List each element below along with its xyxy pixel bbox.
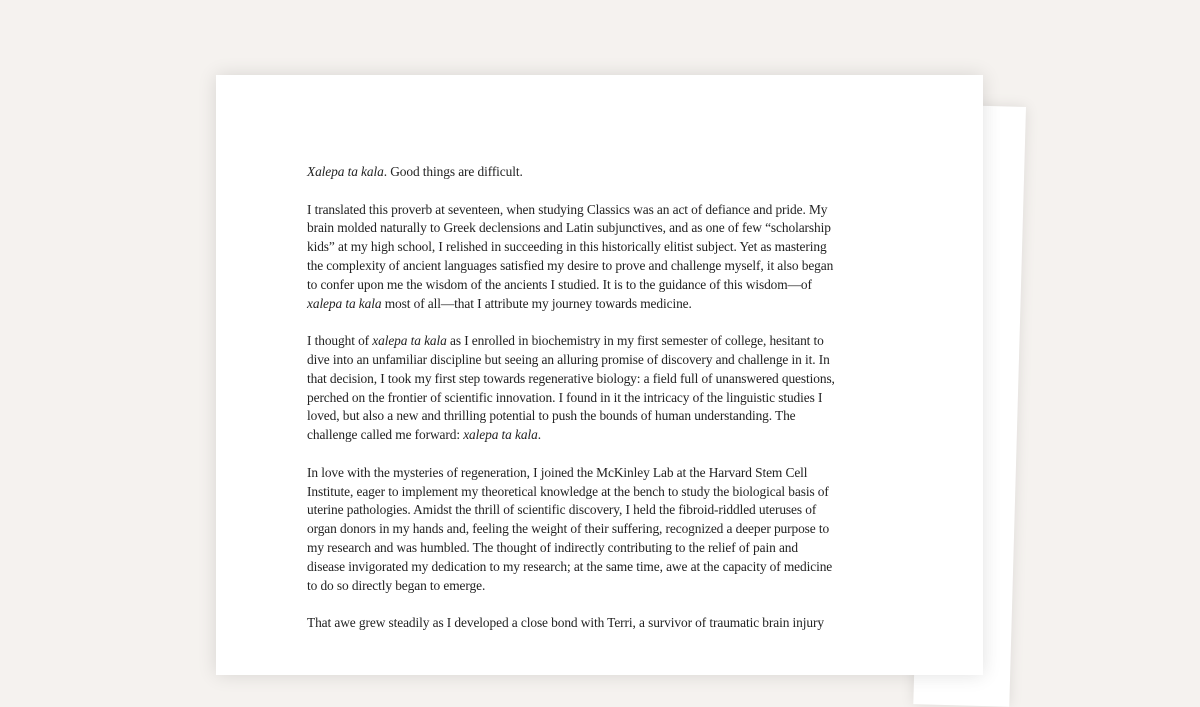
text-run: uterine pathologies. Amidst the thrill of scientific discovery, I held the fibroid-riddled uteruses of: [307, 502, 817, 518]
text-line: [307, 426, 907, 445]
text-line: [307, 483, 907, 502]
text-line: [307, 351, 907, 370]
text-run: I translated this proverb at seventeen, when studying Classics was an act of defiance and pride. My: [307, 201, 828, 217]
text-run: dive into an unfamiliar discipline but seeing an alluring promise of discovery and challenge in it. In: [307, 351, 830, 367]
text-run: . Good things are difficult.: [383, 164, 523, 179]
text-run: the complexity of ancient languages satisfied my desire to prove and challenge myself, it also began: [307, 257, 834, 273]
text-run: .: [537, 427, 541, 443]
text-line: [307, 370, 907, 389]
front-paper-sheet: [216, 75, 983, 675]
text-line: [307, 389, 907, 408]
text-run: challenge called me forward:: [307, 427, 464, 443]
text-line: [307, 501, 907, 520]
essay-paragraph: [307, 464, 907, 596]
text-line: [307, 558, 907, 577]
text-line: [307, 295, 907, 314]
text-run: I thought of: [307, 333, 373, 349]
essay-paragraph: [307, 201, 907, 314]
text-run: disease invigorated my dedication to my research; at the same time, awe at the capacity of medicine: [307, 558, 833, 574]
essay-paragraph: [307, 332, 907, 445]
text-line: [307, 520, 907, 539]
text-line: [307, 407, 907, 426]
text-line: [307, 238, 907, 257]
text-line: [307, 464, 907, 483]
text-run: organ donors in my hands and, feeling the weight of their suffering, recognized a deeper purpose to: [307, 521, 830, 537]
text-run: brain molded naturally to Greek declensions and Latin subjunctives, and as one of few “scholarship: [307, 220, 831, 236]
italic-phrase: xalepa ta kala: [463, 427, 538, 443]
text-run: Institute, eager to implement my theoretical knowledge at the bench to study the biological basis of: [307, 483, 829, 499]
text-line: [307, 163, 907, 182]
text-line: [307, 332, 907, 351]
text-line: [307, 201, 907, 220]
text-run: to do so directly began to emerge.: [307, 577, 486, 593]
text-run: In love with the mysteries of regeneration, I joined the McKinley Lab at the Harvard Stem Cell: [307, 464, 808, 480]
text-run: to confer upon me the wisdom of the ancients I studied. It is to the guidance of this wisdom—of: [307, 276, 812, 292]
italic-phrase: xalepa ta kala: [307, 295, 382, 311]
text-line: [307, 276, 907, 295]
essay-paragraph: [307, 163, 907, 182]
text-run: most of all—that I attribute my journey towards medicine.: [381, 295, 692, 311]
text-run: That awe grew steadily as I developed a close bond with Terri, a survivor of traumatic brain injury: [307, 615, 824, 631]
text-run: as I enrolled in biochemistry in my first semester of college, hesitant to: [446, 333, 824, 349]
text-line: [307, 539, 907, 558]
italic-phrase: xalepa ta kala: [372, 333, 447, 349]
italic-phrase: Xalepa ta kala: [307, 164, 384, 179]
text-line: [307, 577, 907, 596]
text-run: that decision, I took my first step towards regenerative biology: a field full of unanswered questions,: [307, 370, 835, 386]
text-run: perched on the frontier of scientific innovation. I found in it the intricacy of the linguistic studies I: [307, 389, 823, 405]
essay-body: [307, 163, 907, 652]
text-line: [307, 219, 907, 238]
text-run: kids” at my high school, I relished in succeeding in this historically elitist subject. Yet as mastering: [307, 239, 827, 255]
text-run: my research and was humbled. The thought of indirectly contributing to the relief of pain and: [307, 539, 798, 555]
text-run: loved, but also a new and thrilling potential to push the bounds of human understanding. The: [307, 408, 796, 424]
essay-paragraph: [307, 614, 907, 633]
text-line: [307, 614, 907, 633]
text-line: [307, 257, 907, 276]
